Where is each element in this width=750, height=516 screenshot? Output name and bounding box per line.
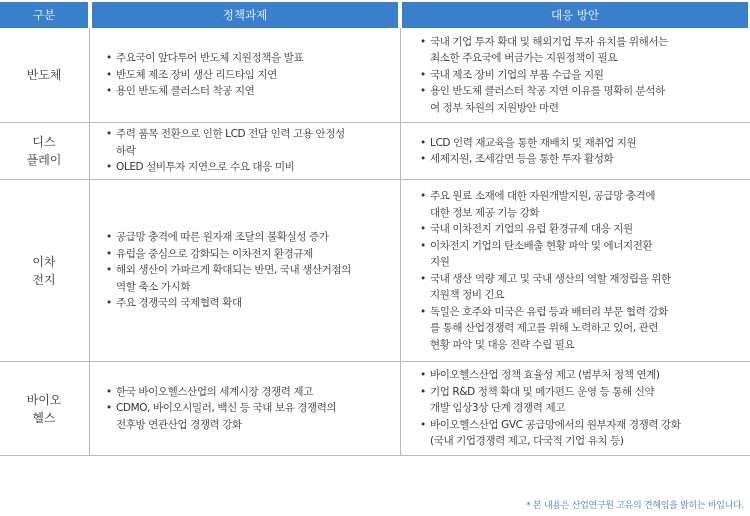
list-item-line: • 용인 반도체 클러스터 착공 지연 (116, 85, 255, 98)
list-item (420, 83, 748, 116)
category-cell (0, 180, 88, 361)
table-row (0, 123, 750, 180)
list-item-line: • 국내 제조 장비 기업의 부품 수급을 지원 (430, 68, 604, 81)
responses-cell (402, 362, 748, 455)
list-item-line: • OLED 설비투자 지연으로 수요 대응 미비 (116, 161, 295, 174)
table-row (0, 180, 750, 362)
category-label: 전지 (32, 272, 56, 287)
category-label: 바이오 (26, 392, 62, 407)
tasks-cell (92, 123, 392, 179)
list-item-line: • 바이오헬스산업 정책 효율성 제고 (범부처 정책 연계) (430, 369, 660, 382)
footnote: * 본 내용은 산업연구원 고유의 견해임을 밝히는 바입니다. (526, 501, 744, 511)
list-item-line: 여 정부 차원의 지원방안 마련 (430, 101, 559, 114)
category-cell (0, 362, 88, 455)
list-item-line: 개발 임상3상 단계 경쟁력 제고 (430, 402, 565, 415)
list-item-line: 역할 축소 가시화 (116, 280, 191, 293)
tasks-cell (92, 28, 392, 122)
list-item-line: • 유럽을 중심으로 강화되는 이차전지 환경규제 (116, 247, 313, 260)
list-item (420, 238, 748, 271)
list-item-line: • 한국 바이오헬스산업의 세계시장 경쟁력 제고 (116, 385, 313, 398)
list-item (420, 151, 748, 168)
list-item (420, 384, 748, 417)
category-cell (0, 123, 88, 179)
list-item-line: • 주력 품목 전환으로 인한 LCD 전담 인력 고용 안정성 (116, 128, 345, 141)
list-item-line: • 이차전지 기업의 탄소배출 현황 파악 및 에너지전환 (430, 239, 653, 252)
list-item-line: • 국내 기업 투자 확대 및 해외기업 투자 유치를 위해서는 (430, 35, 668, 48)
list-item-line: 현황 파악 및 대응 전략 수립 필요 (430, 338, 575, 351)
list-item (106, 246, 392, 263)
category-label: 플레이 (26, 153, 62, 167)
list-item (106, 295, 392, 312)
list-item-line: 전후방 연관산업 경쟁력 강화 (116, 418, 242, 431)
list-item-line: 하락 (116, 144, 136, 157)
table-header (0, 2, 750, 28)
list-item-line: • 독일은 호주와 미국은 유럽 등과 배터리 부문 협력 강화 (430, 305, 668, 318)
list-item-line: (국내 기업경쟁력 제고, 다국적 기업 유치 등) (430, 435, 624, 448)
list-item-line: • 국내 이차전지 기업의 유럽 환경규제 대응 지원 (430, 223, 633, 235)
list-item (420, 188, 748, 221)
list-item (420, 221, 748, 238)
category-label: 디스 (32, 135, 56, 149)
responses-cell (402, 28, 748, 122)
list-item-line: • 용인 반도체 클러스터 착공 지연 이유를 명확히 분석하 (430, 85, 665, 98)
list-item-line: • 해외 생산이 가파르게 확대되는 반면, 국내 생산거점의 (116, 264, 351, 277)
list-item (420, 135, 748, 152)
list-item-line: 지원 (430, 256, 450, 268)
responses-list (420, 34, 748, 117)
responses-list (420, 135, 748, 168)
list-item-line: • 주요 원료 소재에 대한 자원개발지원, 공급망 충격에 (430, 190, 656, 202)
list-item (106, 50, 392, 67)
tasks-cell (92, 180, 392, 361)
tasks-cell (92, 362, 392, 455)
list-item-line: • 기업 R&D 정책 확대 및 메가펀드 운영 등 통해 신약 (430, 385, 655, 398)
category-label: 이차 (32, 254, 56, 269)
list-item-line: 지원책 정비 긴요 (430, 289, 505, 301)
list-item-line: • 주요 경쟁국의 국제협력 확대 (116, 297, 242, 310)
list-item-line: • 국내 생산 역량 제고 및 국내 생산의 역할 재정립을 위한 (430, 272, 671, 285)
list-item (420, 417, 748, 450)
list-item (106, 262, 392, 295)
category-label: 헬스 (32, 410, 56, 425)
tasks-list (106, 229, 392, 312)
responses-cell (402, 123, 748, 179)
list-item (420, 367, 748, 384)
category-cell (0, 28, 88, 122)
list-item-line: • 공급망 충격에 따른 원자재 조달의 불확실성 증가 (116, 231, 329, 244)
list-item-line: • LCD 인력 재교육을 통한 재배치 및 재취업 지원 (430, 136, 637, 149)
list-item (106, 67, 392, 84)
list-item (420, 271, 748, 304)
responses-list (420, 188, 748, 353)
list-item-line: 를 통해 산업경쟁력 제고를 위해 노력하고 있어, 관련 (430, 322, 659, 334)
list-item (106, 400, 392, 433)
list-item (106, 229, 392, 246)
list-item-line: • 반도체 제조 장비 생산 리드타임 지연 (116, 68, 277, 81)
responses-list (420, 367, 748, 450)
header-category: 구분 (0, 2, 88, 28)
list-item (420, 34, 748, 67)
list-item-line: • 주요국이 앞다투어 반도체 지원정책을 발표 (116, 52, 304, 65)
list-item (420, 304, 748, 354)
category-label: 반도체 (26, 68, 62, 82)
list-item (106, 159, 392, 176)
list-item (106, 83, 392, 100)
tasks-list (106, 50, 392, 100)
list-item-line: 대한 정보 제공 기능 강화 (430, 206, 540, 219)
tasks-list (106, 384, 392, 434)
responses-cell (402, 180, 748, 361)
header-responses: 대응 방안 (402, 2, 748, 28)
list-item-line: • 바이오헬스산업 GVC 공급망에서의 원부자재 경쟁력 강화 (430, 418, 681, 431)
list-item (106, 384, 392, 401)
header-tasks: 정책과제 (92, 2, 398, 28)
list-item-line: 최소한 주요국에 버금가는 지원정책이 필요 (430, 52, 618, 65)
list-item-line: • 세제지원, 조세감면 등을 통한 투자 활성화 (430, 153, 614, 165)
list-item (420, 67, 748, 84)
table-row (0, 28, 750, 123)
list-item (106, 126, 392, 159)
tasks-list (106, 126, 392, 176)
table-row (0, 362, 750, 456)
list-item-line: • CDMO, 바이오시밀러, 백신 등 국내 보유 경쟁력의 (116, 402, 337, 415)
